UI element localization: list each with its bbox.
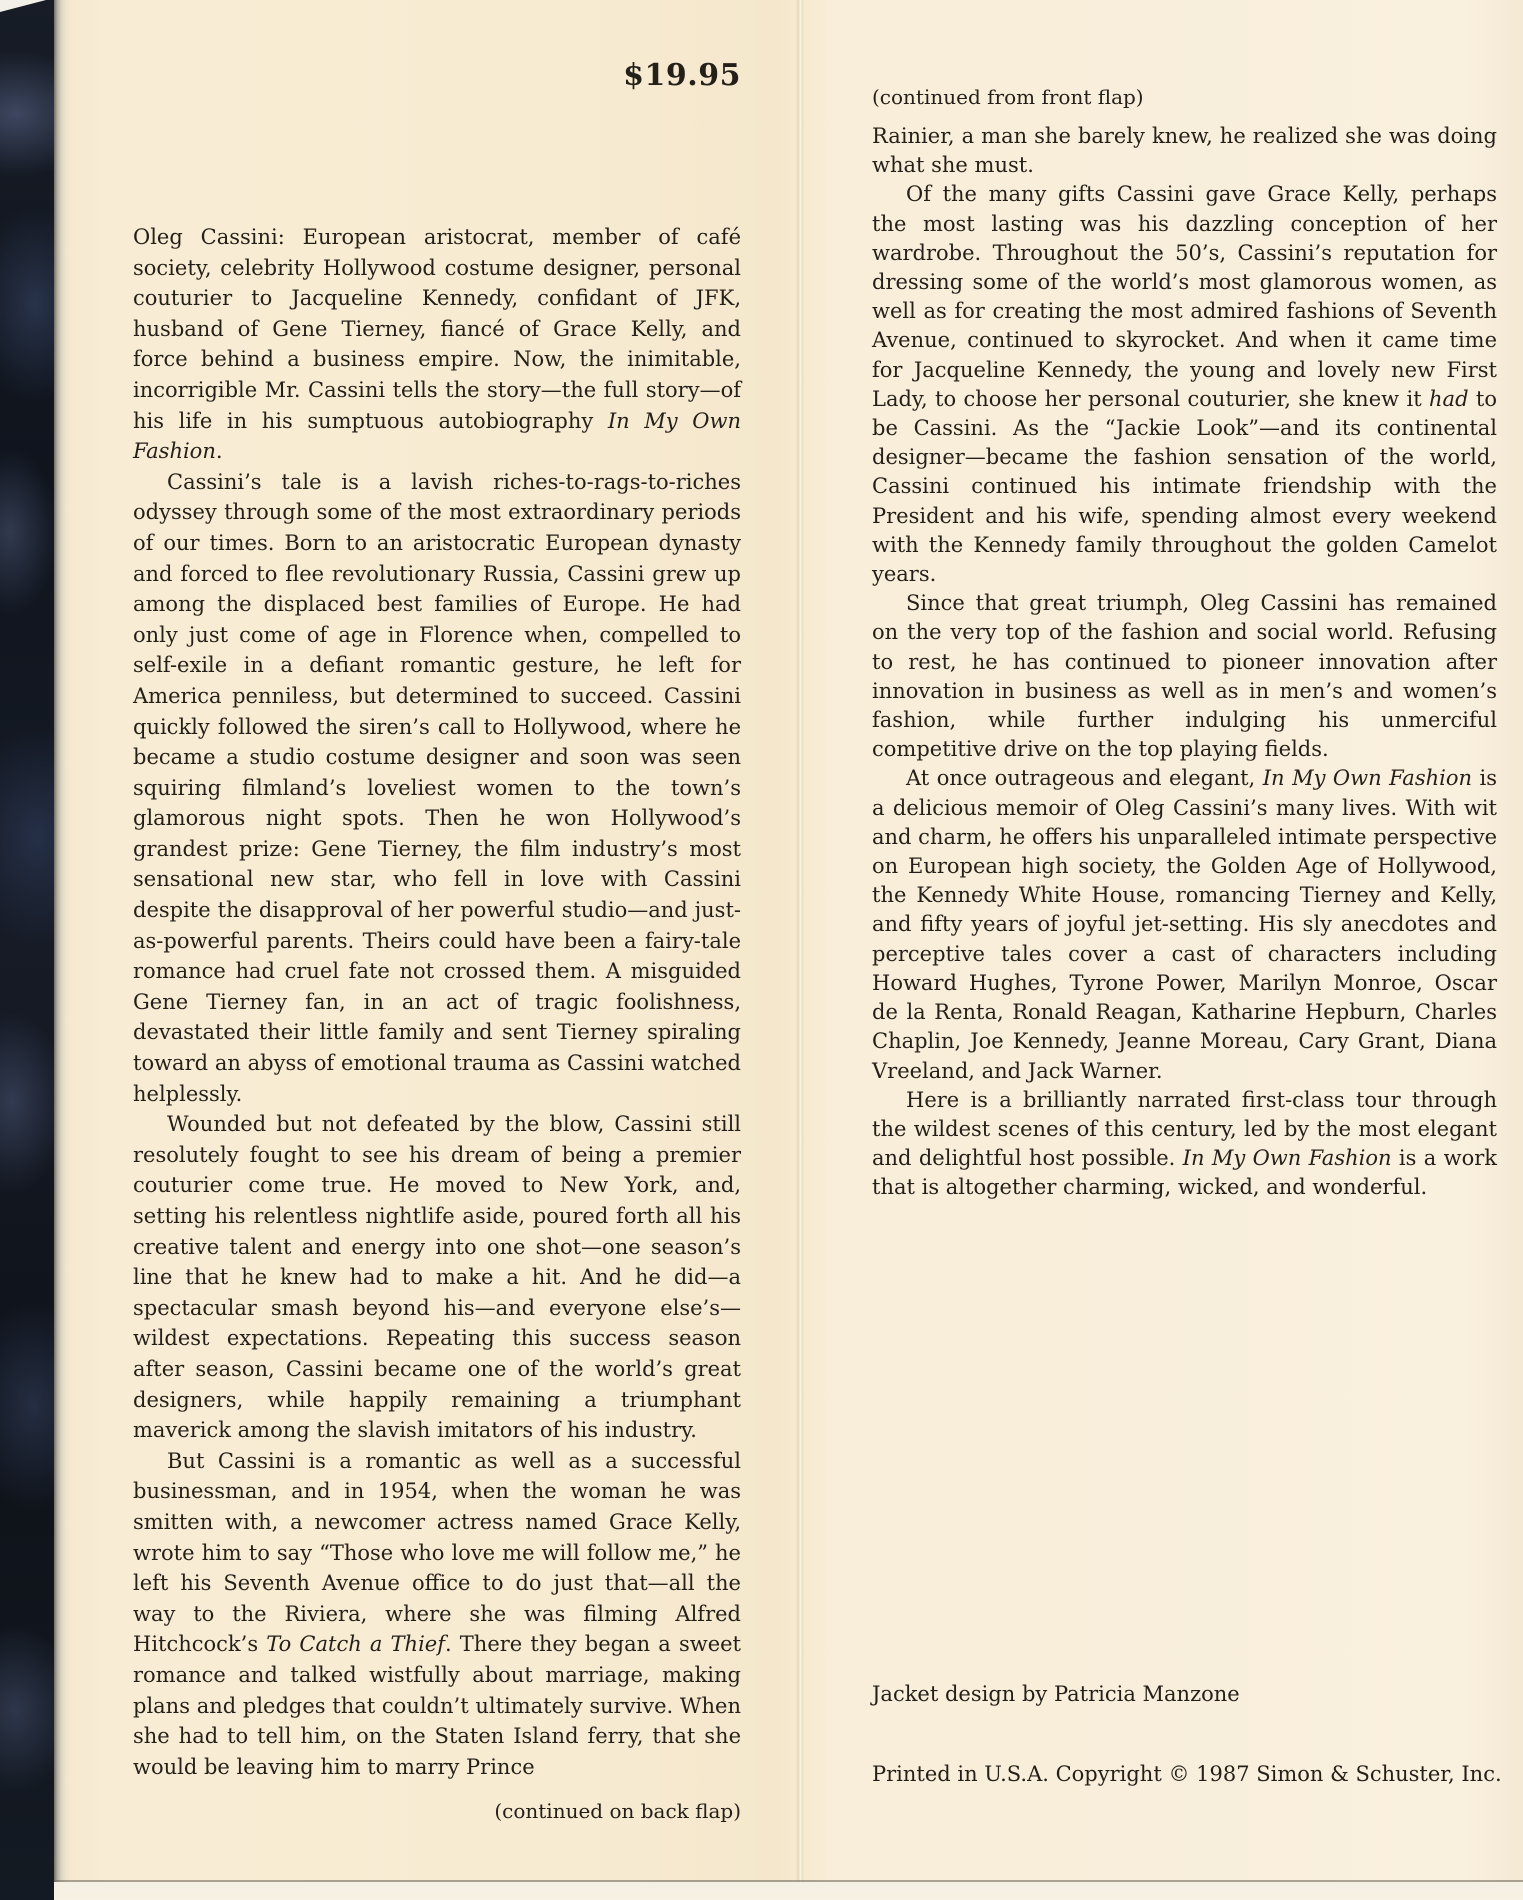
front-flap-text	[133, 222, 741, 1824]
copyright-line: Printed in U.S.A. Copyright © 1987 Simon & Schuster, Inc.	[872, 1762, 1502, 1786]
flap-fold-line	[796, 0, 804, 1900]
paragraph: Oleg Cassini: European aristocrat, member of café society, celebrity Hollywood costume designer, personal couturier to Jacqueline Kennedy, confidant of JFK, husband of Gene Tierney, fiancé of Grace Kelly, and force behind a business empire. Now, the inimitable, incorrigible Mr. Cassini tells the story—the full story—of his life in his sumptuous autobiography In My Own Fashion.	[133, 225, 741, 464]
continued-from-front-flap-note: (continued from front flap)	[872, 85, 1144, 109]
book-spine-edge	[0, 0, 54, 1900]
back-flap-paragraphs	[872, 122, 1497, 1203]
page-edge-shadow	[54, 0, 70, 1900]
paragraph: Rainier, a man she barely knew, he realized she was doing what she must.	[872, 124, 1497, 178]
back-flap-text	[872, 84, 1497, 1203]
paragraph: Of the many gifts Cassini gave Grace Kelly, perhaps the most lasting was his dazzling conception of her wardrobe. Throughout the 50’s, Cassini’s reputation for dressing some of the world’s most glamorous women, as well as for creating the most admired fashions of Seventh Avenue, continued to skyrocket. And when it came time for Jacqueline Kennedy, the young and lovely new First Lady, to choose her personal couturier, she knew it had to be Cassini. As the “Jackie Look”—and its continental designer—became the fashion sensation of the world, Cassini continued his intimate friendship with the President and his wife, spending almost every weekend with the Kennedy family throughout the golden Camelot years.	[872, 182, 1497, 587]
paragraph: Here is a brilliantly narrated first-class tour through the wildest scenes of this century, led by the most elegant and delightful host possible. In My Own Fashion is a work that is altogether charming, wicked, and wonderful.	[872, 1087, 1497, 1200]
front-flap-paragraphs	[133, 222, 741, 1782]
paragraph: Since that great triumph, Oleg Cassini has remained on the very top of the fashion and social world. Refusing to rest, he has continued to pioneer innovation after innovation in business as well as in men’s and women’s fashion, while further indulging his unmerciful competitive drive on the top playing fields.	[872, 591, 1497, 762]
paragraph: Cassini’s tale is a lavish riches-to-rags-to-riches odyssey through some of the most extraordinary periods of our times. Born to an aristocratic European dynasty and forced to flee revolutionary Russia, Cassini grew up among the displaced best families of Europe. He had only just come of age in Florence when, compelled to self-exile in a defiant romantic gesture, he left for America penniless, but determined to succeed. Cassini quickly followed the siren’s call to Hollywood, where he became a studio costume designer and soon was seen squiring filmland’s loveliest women to the town’s glamorous night spots. Then he won Hollywood’s grandest prize: Gene Tierney, the film industry’s most sensational new star, who fell in love with Cassini despite the disapproval of her powerful studio—and just-as-powerful parents. Theirs could have been a fairy-tale romance had cruel fate not crossed them. A misguided Gene Tierney fan, in an act of tragic foolishness, devastated their little family and sent Tierney spiraling toward an abyss of emotional trauma as Cassini watched helplessly.	[133, 469, 741, 1106]
paragraph: At once outrageous and elegant, In My Own Fashion is a delicious memoir of Oleg Cassini’s many lives. With wit and charm, he offers his unparalleled intimate perspective on European high society, the Golden Age of Hollywood, the Kennedy White House, romancing Tierney and Kelly, and fifty years of joyful jet-setting. His sly anecdotes and perceptive tales cover a cast of characters including Howard Hughes, Tyrone Power, Marilyn Monroe, Oscar de la Renta, Ronald Reagan, Katharine Hepburn, Charles Chaplin, Joe Kennedy, Jeanne Moreau, Cary Grant, Diana Vreeland, and Jack Warner.	[872, 766, 1498, 1083]
page-bottom-edge	[54, 1880, 1523, 1900]
paragraph: But Cassini is a romantic as well as a successful businessman, and in 1954, when the woman he was smitten with, a newcomer actress named Grace Kelly, wrote him to say “Those who love me will follow me,” he left his Seventh Avenue office to do just that—all the way to the Riviera, where she was filming Alfred Hitchcock’s To Catch a Thief. There they began a sweet romance and talked wistfully about marriage, making plans and pledges that couldn’t ultimately survive. When she had to tell him, on the Staten Island ferry, that she would be leaving him to marry Prince	[133, 1448, 741, 1779]
continued-on-back-flap-note: (continued on back flap)	[494, 1799, 741, 1824]
jacket-design-credit: Jacket design by Patricia Manzone	[872, 1682, 1240, 1706]
paragraph: Wounded but not defeated by the blow, Cassini still resolutely fought to see his dream of being a premier couturier come true. He moved to New York, and, setting his relentless nightlife aside, poured forth all his creative talent and energy into one shot—one season’s line that he knew had to make a hit. And he did—a spectacular smash beyond his—and everyone else’s—wildest expectations. Repeating this success season after season, Cassini became one of the world’s great designers, while happily remaining a triumphant maverick among the slavish imitators of his industry.	[133, 1112, 741, 1443]
price: $19.95	[623, 58, 741, 93]
